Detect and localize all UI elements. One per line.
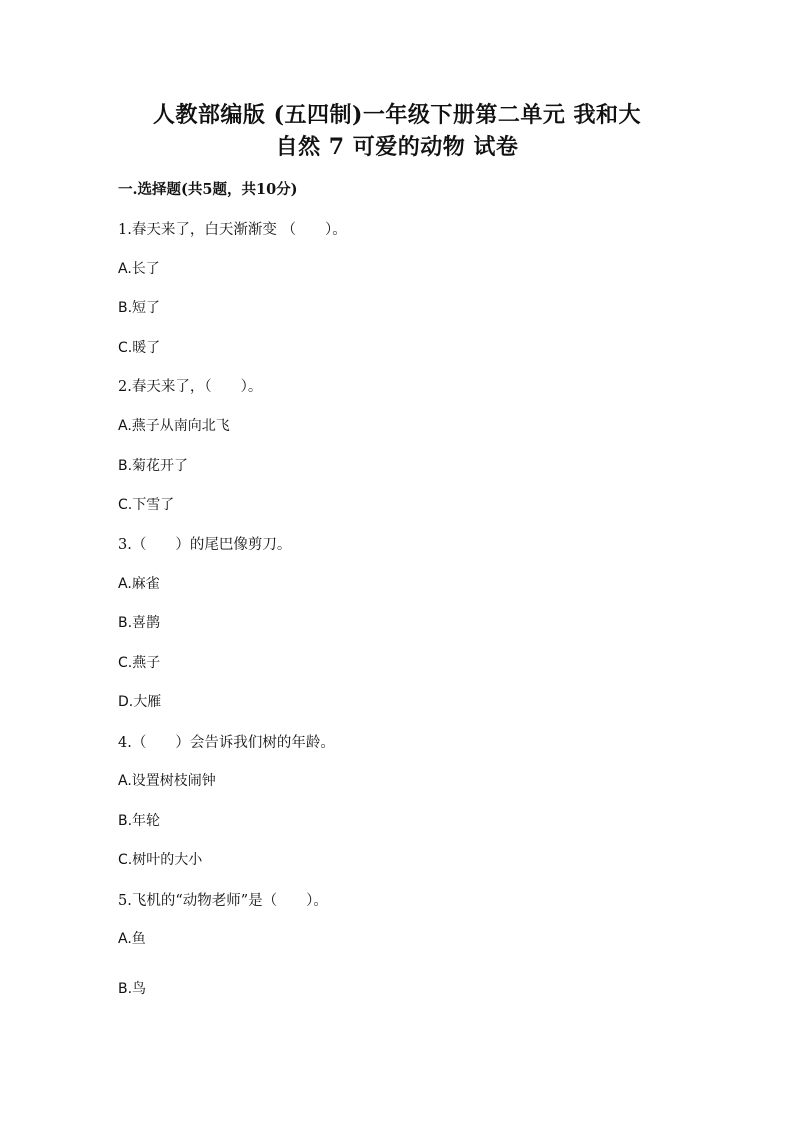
question-4-option-c: C.树叶的大小 [118, 852, 203, 868]
question-2-option-b: B.菊花开了 [118, 458, 189, 474]
document-title-line-2: 自然 7 可爱的动物 试卷 [275, 134, 519, 160]
question-4-stem: 4.（ ）会告诉我们树的年龄。 [118, 735, 335, 751]
question-1-option-a: A.长了 [118, 261, 160, 277]
question-2-option-c: C.下雪了 [118, 497, 175, 513]
question-4-option-a: A.设置树枝闹钟 [118, 773, 216, 789]
question-1-stem: 1.春天来了，白天渐渐变 （ ）。 [118, 222, 347, 238]
question-3-option-a: A.麻雀 [118, 576, 160, 592]
question-5-option-a: A.鱼 [118, 931, 146, 947]
question-5-option-b: B.鸟 [118, 981, 147, 997]
question-3-option-d: D.大雁 [118, 694, 162, 710]
question-4-option-b: B.年轮 [118, 813, 161, 829]
question-3-option-c: C.燕子 [118, 655, 161, 671]
question-3-stem: 3.（ ）的尾巴像剪刀。 [118, 537, 292, 553]
question-3-option-b: B.喜鹊 [118, 615, 161, 631]
section-heading: 一.选择题(共5题，共10分) [118, 181, 298, 198]
question-5-stem: 5.飞机的“动物老师”是（ ）。 [118, 893, 328, 909]
question-1-option-c: C.暖了 [118, 340, 161, 356]
document-title-line-1: 人教部编版 (五四制)一年级下册第二单元 我和大 [152, 102, 642, 128]
question-1-option-b: B.短了 [118, 300, 161, 316]
question-2-stem: 2.春天来了，（ ）。 [118, 379, 263, 395]
question-2-option-a: A.燕子从南向北飞 [118, 418, 230, 434]
